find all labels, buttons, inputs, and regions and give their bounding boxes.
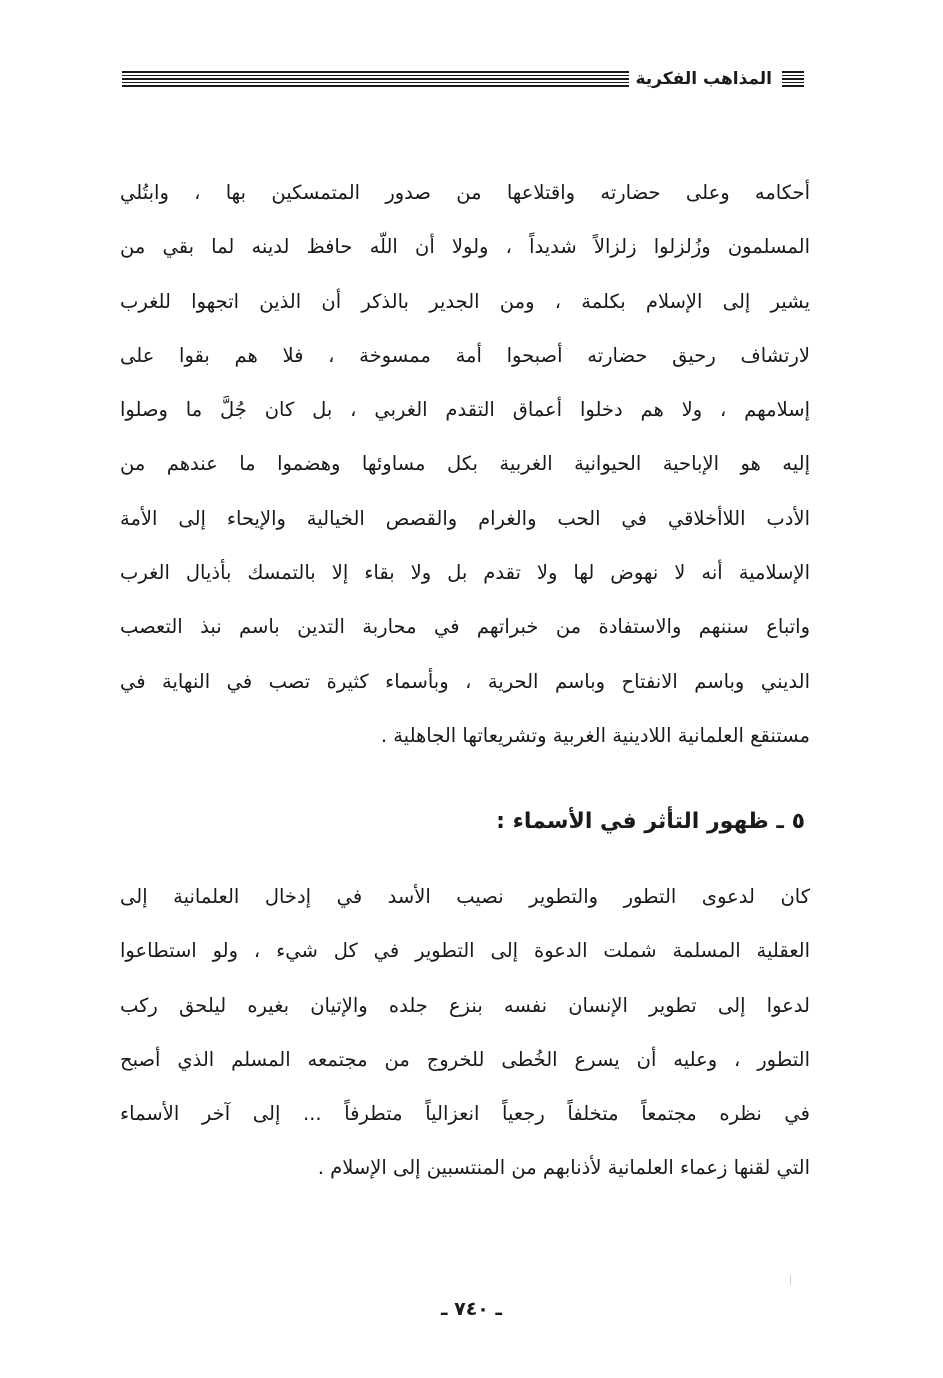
paragraph-1 bbox=[120, 166, 810, 763]
text-line: واتباع سننهم والاستفادة من خبراتهم في محاربة التدين باسم نبذ التعصب bbox=[120, 615, 810, 639]
text-line: العقلية المسلمة شملت الدعوة إلى التطوير في كل شيء ، ولو استطاعوا bbox=[120, 939, 810, 963]
text-line: إسلامهم ، ولا هم دخلوا أعماق التقدم الغربي ، بل كان جُلَّ ما وصلوا bbox=[120, 398, 810, 422]
text-line: الديني وباسم الانفتاح وباسم الحرية ، وبأسماء كثيرة تصب في النهاية في bbox=[120, 669, 810, 693]
page-number: ـ ٧٤٠ ـ bbox=[440, 1298, 502, 1320]
book-title: المذاهب الفكرية bbox=[635, 69, 772, 89]
text-line: كان لدعوى التطور والتطوير نصيب الأسد في إدخال العلمانية إلى bbox=[120, 885, 810, 908]
running-header bbox=[122, 66, 804, 92]
text-line: أحكامه وعلى حضارته واقتلاعها من صدور المتمسكين بها ، وابتُلي bbox=[120, 181, 810, 204]
text-line: مستنقع العلمانية اللادينية الغربية وتشريعاتها الجاهلية . bbox=[380, 723, 810, 747]
text-line: في نظره مجتمعاً متخلفاً رجعياً انعزالياً متطرفاً ... إلى آخر الأسماء bbox=[120, 1102, 810, 1126]
text-line: لارتشاف رحيق حضارته أصبحوا أمة ممسوخة ، فلا هم بقوا على bbox=[120, 343, 810, 367]
text-line: إليه هو الإباحية الحيوانية الغربية بكل مساوئها وهضموا ما عندهم من bbox=[120, 452, 810, 476]
text-line: يشير إلى الإسلام بكلمة ، ومن الجدير بالذكر أن الذين اتجهوا للغرب bbox=[120, 289, 810, 313]
text-line: الإسلامية أنه لا نهوض لها ولا تقدم بل ولا بقاء إلا بالتمسك بأذيال الغرب bbox=[120, 561, 810, 585]
text-line: المسلمون وزُلزلوا زلزالاً شديداً ، ولولا أن اللّه حافظ لدينه لما بقي من bbox=[120, 235, 810, 259]
text-line: التطور ، وعليه أن يسرع الخُطى للخروج من مجتمعه المسلم الذي أصبح bbox=[120, 1047, 810, 1071]
text-line: لدعوا إلى تطوير الإنسان نفسه بنزع جلده والإتيان بغيره ليلحق ركب bbox=[120, 993, 810, 1017]
text-line: التي لقنها زعماء العلمانية لأذنابهم من المنتسبين إلى الإسلام . bbox=[317, 1156, 810, 1180]
paragraph-2 bbox=[120, 870, 810, 1196]
text-line: الأدب اللاأخلاقي في الحب والغرام والقصص الخيالية والإيحاء إلى الأمة bbox=[120, 506, 810, 530]
header-ornament-long bbox=[122, 71, 629, 87]
scan-mark bbox=[790, 1275, 791, 1285]
section-heading: ٥ ـ ظهور التأثر في الأسماء : bbox=[496, 809, 805, 834]
header-ornament-short bbox=[782, 71, 804, 87]
